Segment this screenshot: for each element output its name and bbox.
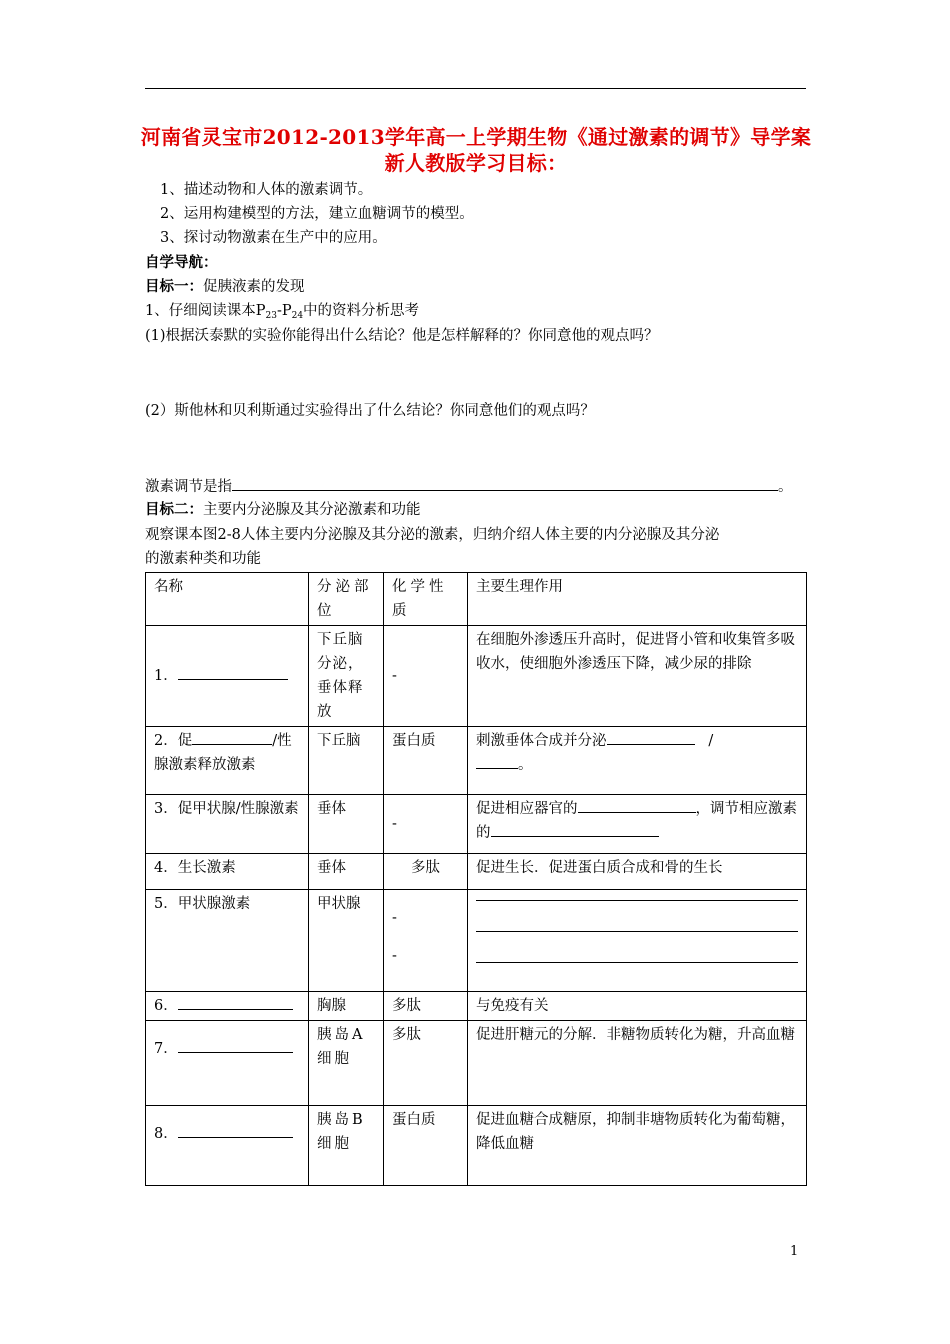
row3-nature: - [384,795,468,854]
observe-line-2: 的激素种类和功能 [145,551,261,567]
row1-function: 在细胞外渗透压升高时，促进肾小管和收集管多吸收水，使细胞外渗透压下降，减少尿的排除 [468,626,807,727]
header-site: 分泌部位 [309,573,384,626]
row2-function-a: 刺激垂体合成并分泌 [476,733,607,749]
row5-nature-b: - [392,948,397,964]
row1-blank[interactable] [178,665,288,680]
row5-site: 甲状腺 [309,890,384,992]
row6-function: 与免疫有关 [468,992,807,1021]
page-title: 河南省灵宝市2012-2013学年高一上学期生物《通过激素的调节》导学案 新人教版学习目标： [140,125,812,175]
row8-nature: 蛋白质 [384,1106,468,1186]
goal1-label: 目标一： [145,278,203,295]
row7-function: 促进肝糖元的分解．非糖物质转化为糖，升高血糖 [468,1021,807,1106]
goal1-text: 促胰液素的发现 [203,279,305,295]
row2-function-blank-2[interactable] [476,754,518,769]
row2-function-b: / [708,733,714,749]
row1-name-text: 1． [154,668,178,684]
row2-function [468,727,807,795]
table-row [146,795,807,854]
table-row [146,1106,807,1186]
objective-2: 2、运用构建模型的方法，建立血糖调节的模型。 [160,206,474,222]
table-row [146,992,807,1021]
question-2: (2）斯他林和贝利斯通过实验得出了什么结论？你同意他们的观点吗？ [145,403,595,419]
goal2-line [145,500,421,520]
row7-nature: 多肽 [384,1021,468,1106]
hormone-regulation-line [145,476,793,497]
read-mid: -P [276,303,292,319]
row5-nature [384,890,468,992]
observe-line-1: 观察课本图2-8人体主要内分泌腺及其分泌的激素，归纳介绍人体主要的内分泌腺及其分泌 [145,527,720,543]
row2-site: 下丘脑 [309,727,384,795]
table-header-row [146,573,807,626]
row2-function-blank-1[interactable] [607,730,695,745]
header-nature: 化学性质 [384,573,468,626]
row2-name [146,727,309,795]
table-row [146,890,807,992]
row3-site: 垂体 [309,795,384,854]
page-sub-1: 23 [265,311,277,321]
row8-name [146,1106,309,1186]
row8-blank[interactable] [178,1123,293,1138]
row6-blank[interactable] [178,995,293,1010]
row4-nature: 多肽 [384,854,468,890]
row2-function-c: 。 [518,757,533,773]
hormone-regulation-label: 激素调节是指 [145,479,232,495]
row1-name [146,626,309,727]
row8-function: 促进血糖合成糖原，抑制非塘物质转化为葡萄糖，降低血糖 [468,1106,807,1186]
row6-nature: 多肽 [384,992,468,1021]
row5-function [468,890,807,992]
hormone-regulation-blank[interactable] [232,476,778,491]
row2-nature: 蛋白质 [384,727,468,795]
row3-function-b: ，调节相应激素的 [476,801,797,841]
self-study-heading: 自学导航： [145,254,218,271]
row5-blank-1[interactable] [476,878,798,901]
row1-nature: - [384,626,468,727]
table-row [146,727,807,795]
row5-blank-2[interactable] [476,909,798,932]
read-suffix: 中的资料分析思考 [303,303,420,319]
question-1: (1)根据沃泰默的实验你能得出什么结论？他是怎样解释的？你同意他的观点吗？ [145,328,659,344]
objective-3: 3、探讨动物激素在生产中的应用。 [160,230,387,246]
row3-name: 3．促甲状腺/性腺激素 [146,795,309,854]
row7-name-text: 7． [154,1041,178,1057]
header-function: 主要生理作用 [468,573,807,626]
row2-name-b: /性腺激素释放激素 [154,733,292,773]
row3-function-blank-1[interactable] [578,798,696,813]
page-number: 1 [790,1244,799,1259]
table-row [146,1021,807,1106]
header-name: 名称 [146,573,309,626]
row8-name-text: 8． [154,1126,178,1142]
read-instruction [145,301,419,326]
goal1-line [145,277,305,297]
hormone-regulation-end: 。 [778,479,793,495]
row8-site: 胰岛B细胞 [309,1106,384,1186]
row5-nature-a: - [392,910,397,926]
row6-name-text: 6． [154,998,178,1014]
goal2-label: 目标二： [145,501,203,518]
row7-name [146,1021,309,1106]
row7-blank[interactable] [178,1038,293,1053]
page-sub-2: 24 [291,311,304,321]
row4-name: 4．生长激素 [146,854,309,890]
row4-function: 促进生长．促进蛋白质合成和骨的生长 [468,854,807,890]
header-rule [145,88,806,89]
row3-function-blank-2[interactable] [491,822,659,837]
goal2-text: 主要内分泌腺及其分泌激素和功能 [203,502,421,518]
row4-site: 垂体 [309,854,384,890]
table-row [146,626,807,727]
row3-function-a: 促进相应器官的 [476,801,578,817]
row6-site: 胸腺 [309,992,384,1021]
row2-blank[interactable] [192,730,272,745]
row5-blank-3[interactable] [476,940,798,963]
row5-name: 5．甲状腺激素 [146,890,309,992]
row1-site: 下丘脑分泌，垂体释放 [309,626,384,727]
row6-name [146,992,309,1021]
read-prefix: 1、仔细阅读课本P [145,303,266,319]
objective-1: 1、描述动物和人体的激素调节。 [160,182,373,198]
row7-site: 胰岛A细胞 [309,1021,384,1106]
row2-name-a: 2．促 [154,733,193,749]
row3-function [468,795,807,854]
endocrine-table [145,572,807,1186]
